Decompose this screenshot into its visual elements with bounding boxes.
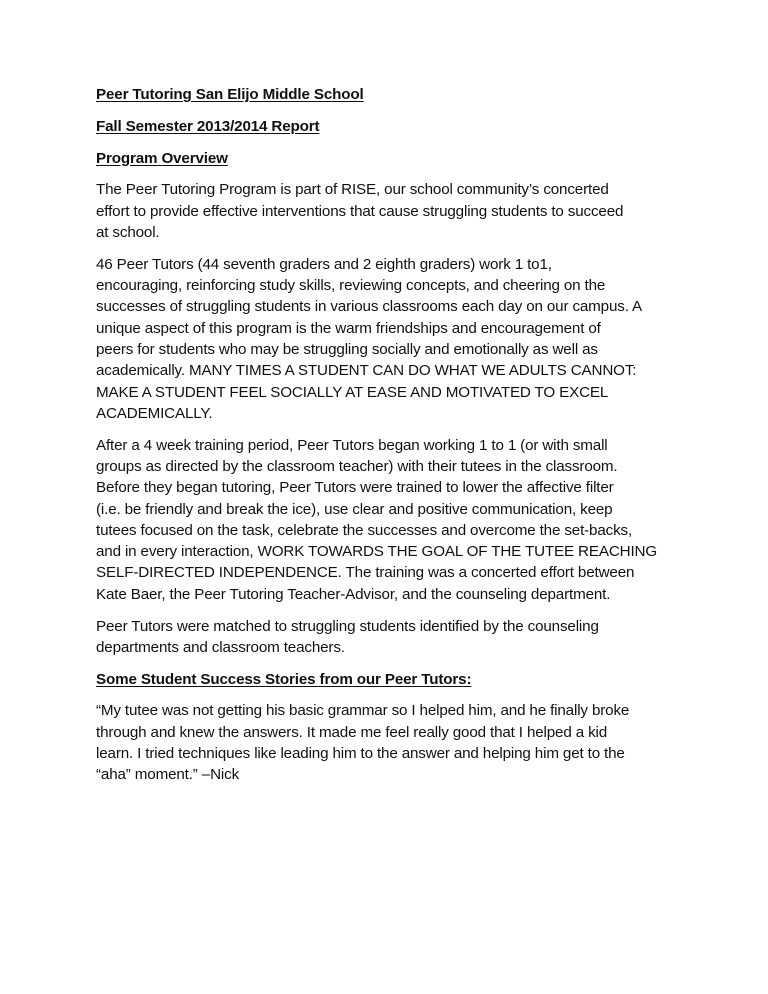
text-line: peers for students who may be struggling socially and emotionally as well as — [96, 340, 598, 358]
text-line: successes of struggling students in various classrooms each day on our campus. A — [96, 298, 642, 316]
document-title: Peer Tutoring San Elijo Middle School — [96, 86, 364, 103]
text-line: at school. — [96, 223, 160, 241]
text-line: Before they began tutoring, Peer Tutors were trained to lower the affective filter — [96, 479, 614, 497]
text-line: effort to provide effective interventions that cause struggling students to succeed — [96, 202, 624, 220]
text-line: The Peer Tutoring Program is part of RISE, our school community’s concerted — [96, 181, 609, 199]
document-subtitle: Fall Semester 2013/2014 Report — [96, 117, 320, 135]
text-line: academically. MANY TIMES A STUDENT CAN DO WHAT WE ADULTS CANNOT: — [96, 362, 637, 380]
text-line: MAKE A STUDENT FEEL SOCIALLY AT EASE AND MOTIVATED TO EXCEL — [96, 383, 609, 401]
text-line: Kate Baer, the Peer Tutoring Teacher-Advisor, and the counseling department. — [96, 585, 611, 603]
text-line: ACADEMICALLY. — [96, 404, 213, 422]
text-line: encouraging, reinforcing study skills, reviewing concepts, and cheering on the — [96, 277, 606, 295]
paragraph-matching — [96, 616, 696, 659]
text-line: tutees focused on the task, celebrate the successes and overcome the set-backs, — [96, 521, 633, 539]
text-line: Peer Tutors were matched to struggling students identified by the counseling — [96, 617, 599, 635]
text-line: learn. I tried techniques like leading him to the answer and helping him get to the — [96, 745, 625, 763]
text-line: SELF-DIRECTED INDEPENDENCE. The training was a concerted effort between — [96, 564, 635, 582]
section-heading-program-overview: Program Overview — [96, 149, 228, 167]
text-line: After a 4 week training period, Peer Tutors began working 1 to 1 (or with small — [96, 436, 608, 454]
section-heading-success-stories: Some Student Success Stories from our Peer Tutors: — [96, 670, 472, 688]
text-line: departments and classroom teachers. — [96, 638, 345, 656]
text-line: groups as directed by the classroom teacher) with their tutees in the classroom. — [96, 457, 618, 475]
text-line: “My tutee was not getting his basic grammar so I helped him, and he finally broke — [96, 702, 630, 720]
paragraph-peer-tutors — [96, 254, 696, 424]
paragraph-program-intro — [96, 179, 696, 243]
text-line: 46 Peer Tutors (44 seventh graders and 2 eighth graders) work 1 to1, — [96, 255, 552, 273]
text-line: unique aspect of this program is the warm friendships and encouragement of — [96, 319, 601, 337]
document-page — [96, 84, 696, 796]
text-line: (i.e. be friendly and break the ice), use clear and positive communication, keep — [96, 500, 613, 518]
text-line: “aha” moment.” –Nick — [96, 766, 240, 784]
text-line: through and knew the answers. It made me feel really good that I helped a kid — [96, 723, 608, 741]
text-line: and in every interaction, WORK TOWARDS THE GOAL OF THE TUTEE REACHING — [96, 543, 658, 561]
story-quote-nick — [96, 700, 696, 785]
paragraph-training — [96, 435, 696, 605]
